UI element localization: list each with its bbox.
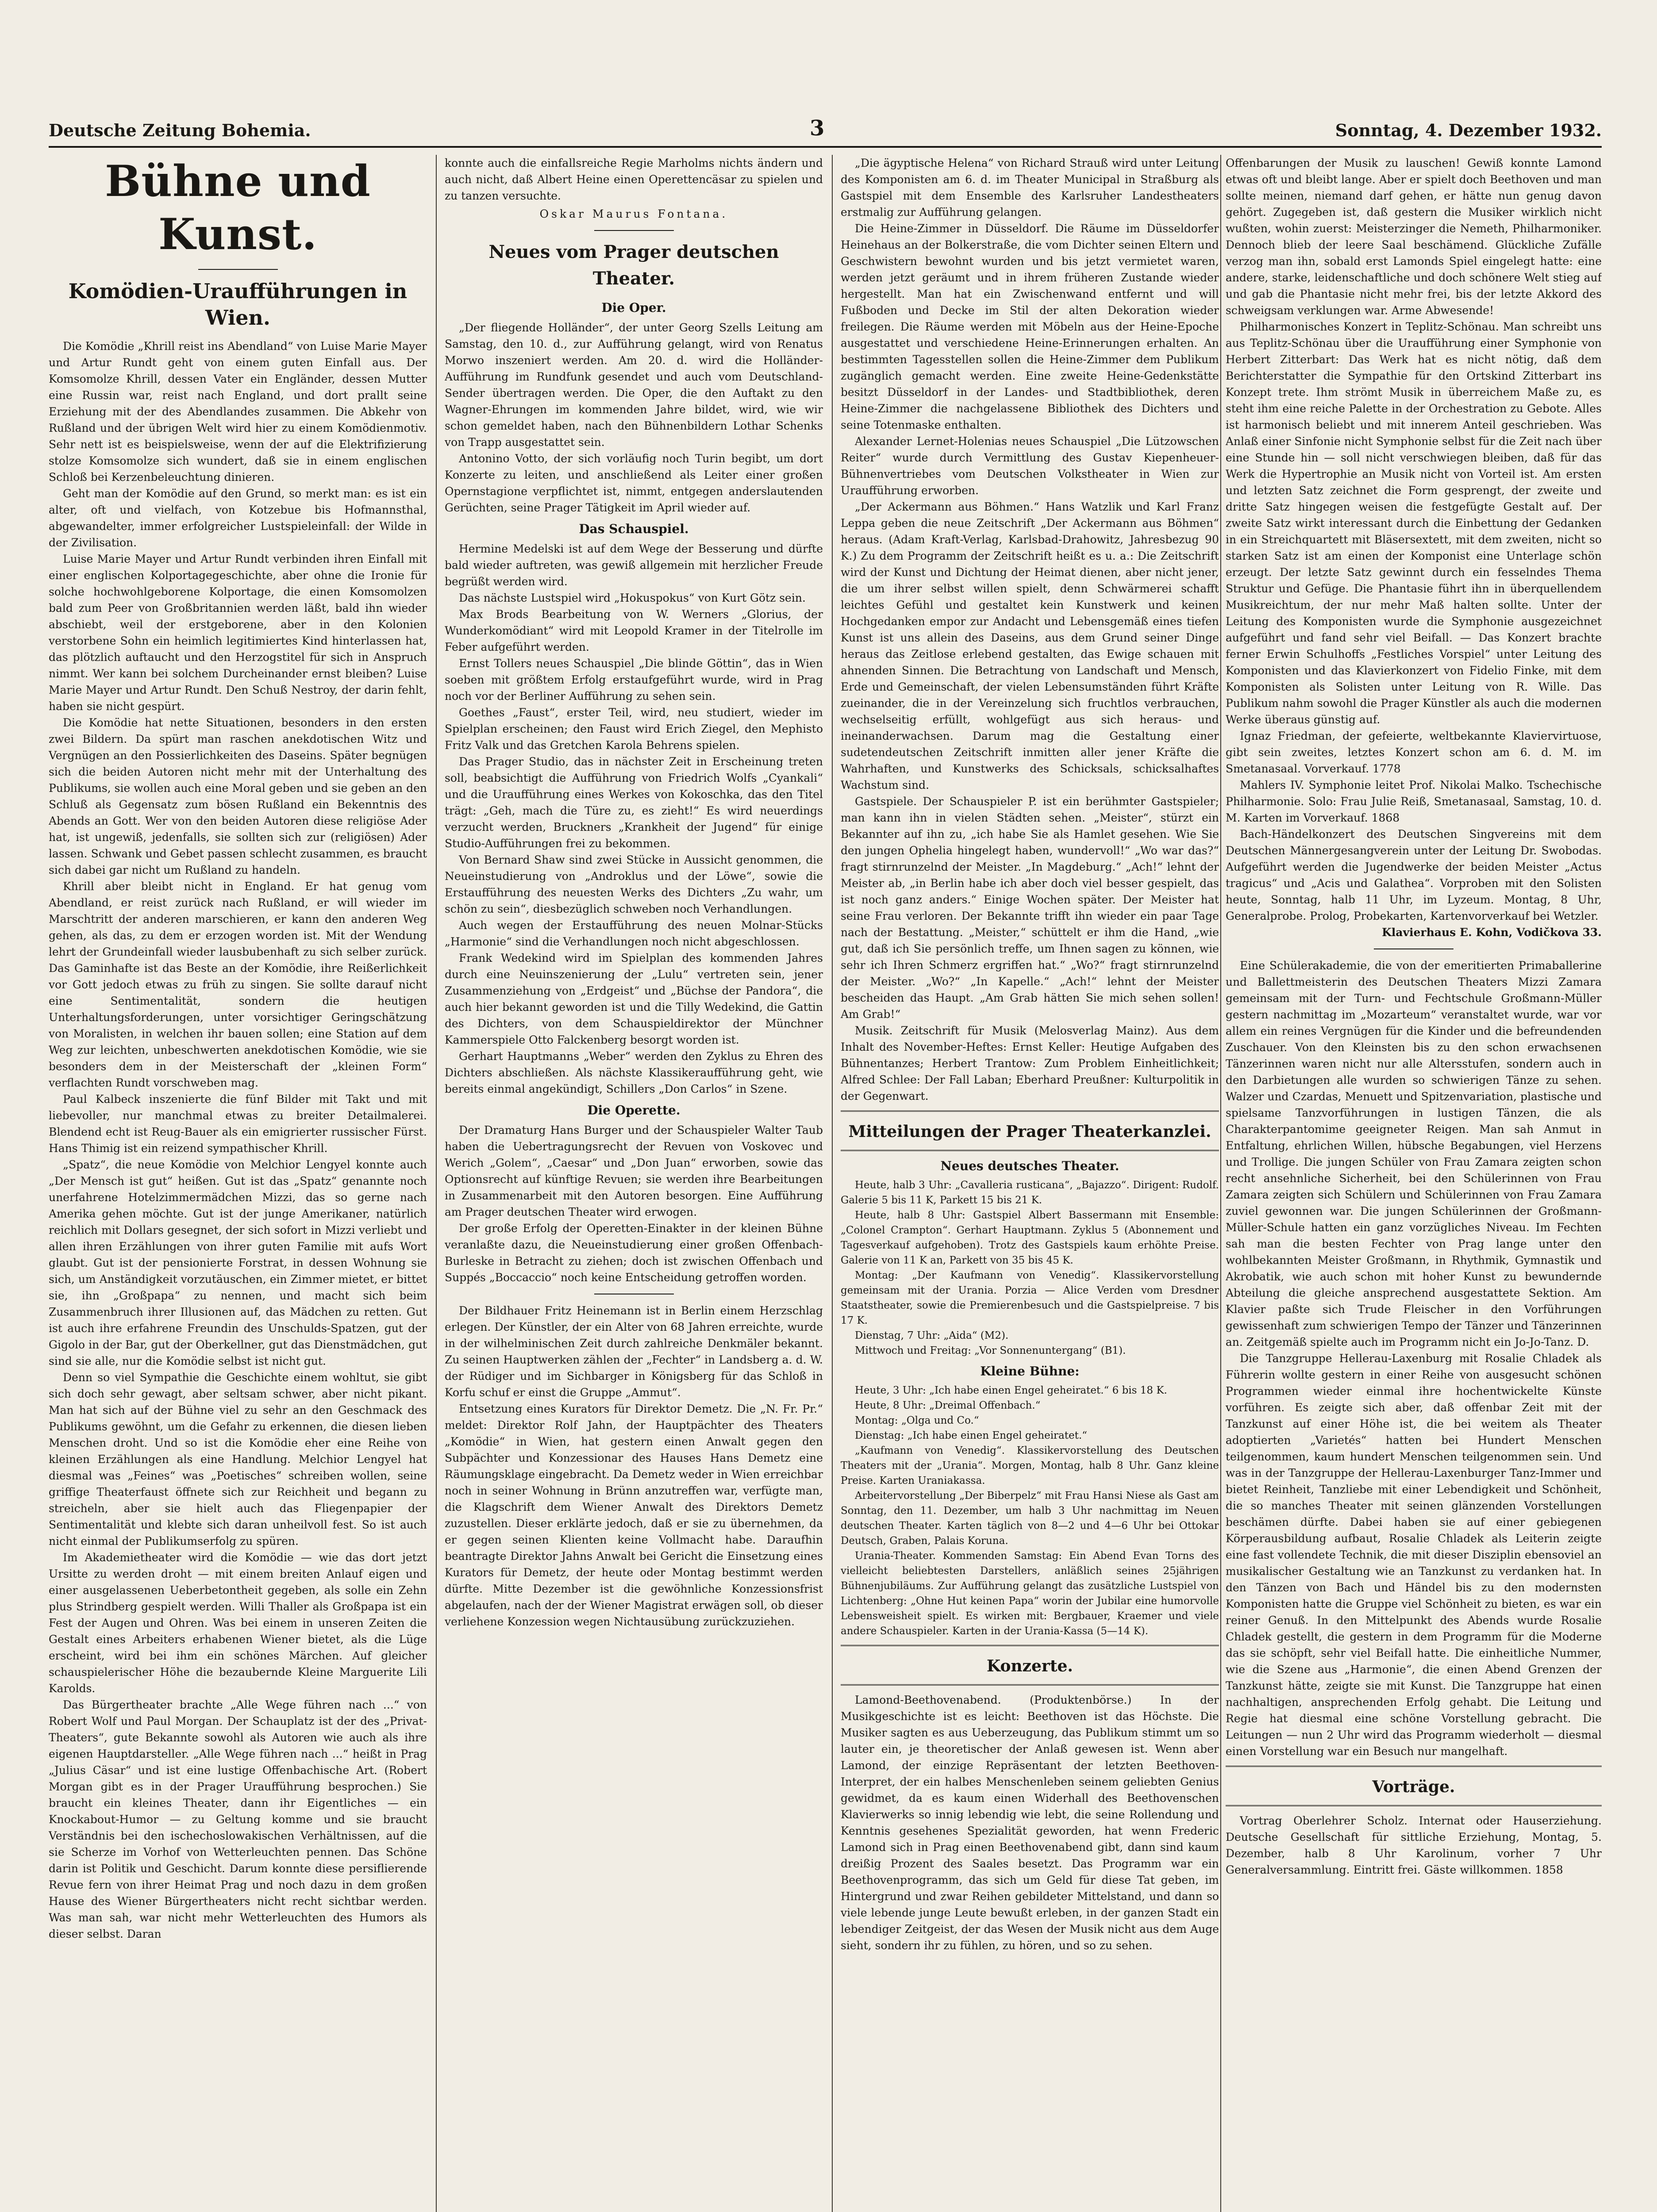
article-headline: Komödien-Uraufführungen in Wien. [68, 279, 408, 330]
paragraph: Vortrag Oberlehrer Scholz. Internat oder Hauserziehung. Deutsche Gesellschaft für sittliche Erziehung, Montag, 5. Dezember, halb 8 Uhr Karolinum, vorher 7 Uhr Generalversammlung. Eintritt frei. Gäste willkommen. 1858 [1226, 1814, 1602, 1876]
paragraph: Die Tanzgruppe Hellerau-Laxenburg mit Rosalie Chladek als Führerin wollte gestern in einer Reihe von ausgesucht schönen Programmen wieder einmal ihre hochentwickelte Künste vorführen. Es zeigte sich aber, daß offenbar Zeit mit der Tanzkunst auf einer Höhe ist, die bei weitem als Theater adoptierten „Varietés“ hatten bei Hundert Menschen teilgenommen, kaum hundert Menschen teilgenommen sein. Und was in der Tanzgruppe der Hellerau-Laxenburger Tanz-Immer und bietet Reinheit, Tanzliebe mit einer Lebendigkeit und Schönheit, die so manches Theater mit seinen glänzenden Vorstellungen beschämen dürfte. Dabei haben sie auf einer gebiegenen Körperausbildung aufbaut, Rosalie Chladek als Leiterin zeigte eine fast vollendete Technik, die mit dieser Disziplin ebensoviel an musikalischer Gestaltung wie an Tanzkunst zu verdanken hat. In den Tänzen von Bach und Händel bis zu den modernsten Komponisten hatte die Gruppe viel Schönheit zu bieten, es war ein reiner Genuß. In den Mittelpunkt des Abends wurde Rosalie Chladek gestellt, die gestern in dem Programm für die Moderne das sie schöpft, sehr viel Beifall hatte. Die einheitliche Nummer, wie die Szene aus „Harmonie“, die einen Abend Grenzen der Tanzkunst hätte, zeigte sie mit Kunst. Die Tanzgruppe hat einen nachhaltigen, ansprechenden Erfolg gehabt. Die Leitung und Regie hat diesmal eine schöne Vorstellung gebracht. Die Leitungen — nun 2 Uhr wird das Programm wiederholt — diesmal einen Vorstellung war ein Besuch nur mangelhaft. [1226, 1352, 1602, 1758]
paragraph: Ernst Tollers neues Schauspiel „Die blinde Göttin“, das in Wien soeben mit größtem Erfolg erstaufgeführt wurde, wird in Prag noch vor der Berliner Aufführung zu sehen sein. [445, 657, 823, 703]
paragraph: „Kaufmann von Venedig“. Klassikervorstellung des Deutschen Theaters mit der „Urania“. Morgen, Montag, halb 8 Uhr. Ganz kleine Preise. Karten Uraniakassa. [841, 1445, 1219, 1486]
paragraph: „Spatz“, die neue Komödie von Melchior Lengyel konnte auch „Der Mensch ist gut“ heißen. Gut ist das „Spatz“ genannte noch unerfahrene Hotelzimmermädchen Mizzi, das so gerne nach Amerika gehen möchte. Gut ist der junge Amerikaner, natürlich reichlich mit Dollars gesegnet, der sich sofort in Mizzi verliebt und allen ihren Erzählungen von ihrer guten Familie mit aufs Wort glaubt. Gut ist der pensionierte Forstrat, in dessen Wohnung sie sich, um Anständigkeit vorzutäuschen, ein Zimmer mietet, er bittet sie, ihn „Großpapa“ zu nennen, und macht sich beim Zusammenbruch ihrer Illusionen auf, das Mädchen zu retten. Gut ist auch ihre erfahrene Freundin des Unschulds-Spatzen, gut der Gigolo in der Bar, gut der Oberkellner, gut das Dienstmädchen, gut sind sie alle, nur die Komödie selbst ist nicht gut. [49, 1158, 427, 1367]
paragraph: Gerhart Hauptmanns „Weber“ werden den Zyklus zu Ehren des Dichters abschließen. Als nächste Klassikeraufführung geht, wie bereits einmal angekündigt, Schillers „Don Carlos“ in Szene. [445, 1050, 823, 1095]
paragraph: Heute, 8 Uhr: „Dreimal Offenbach.“ [855, 1400, 1041, 1411]
paragraph: Paul Kalbeck inszenierte die fünf Bilder mit Takt und mit liebevoller, nur manchmal etwas zu breiter Detailmalerei. Blendend echt ist Reug-Bauer als ein emigrierter russischer Fürst. Hans Thimig ist ein reizend sympathischer Khrill. [49, 1093, 427, 1155]
divider [594, 230, 674, 231]
paragraph: Gastspiele. Der Schauspieler P. ist ein berühmter Gastspieler; man kann ihn in vielen Städten sehen. „Meister“, stürzt ein Bekannter auf ihn zu, „ich habe Sie als Hamlet gesehen. Wie Sie den jungen Ophelia hingelegt haben, wundervoll!“ „Wo war das?“ fragt stirnrunzelnd der Meister. „In Magdeburg.“ „Ach!“ lehnt der Meister ab, „in Berlin habe ich aber doch viel besser gespielt, das ist noch ganz anders.“ Einige Wochen später. Der Meister hat seine Frau verloren. Der Bekannte trifft ihn wieder ein paar Tage nach der Bestattung. „Meister,“ schüttelt er ihm die Hand, „wie gut, daß ich Sie persönlich treffe, um Ihnen sagen zu können, wie sehr ich Ihren Schmerz ergriffen hat.“ „Wo?“ fragt stirnrunzelnd der Meister. „Wo?“ „In Kapelle.“ „Ach!“ lehnt der Meister bescheiden das Haupt. „Am Grab hätten Sie mich sehen sollen! Am Grab!“ [841, 795, 1219, 1021]
section-title: Bühne und Kunst. [105, 156, 371, 259]
paragraph: Arbeitervorstellung „Der Biberpelz“ mit Frau Hansi Niese als Gast am Sonntag, den 11. Dezember, um halb 3 Uhr nachmittag im Neuen deutschen Theater. Karten täglich von 8—2 und 4—6 Uhr bei Ottokar Deutsch, Graben, Palais Koruna. [841, 1490, 1219, 1547]
section-heading: Vorträge. [1372, 1778, 1455, 1796]
subheading: Neues deutsches Theater. [940, 1159, 1119, 1173]
paragraph: Musik. Zeitschrift für Musik (Melosverlag Mainz). Aus dem Inhalt des November-Heftes: Ernst Keller: Heutige Aufgaben des Bühnentanzes; Herbert Trantow: Zum Problem Einheitlichkeit; Alfred Schlee: Der Fall Laban; Eberhard Preußner: Kulturpolitik in der Gegenwart. [841, 1024, 1219, 1102]
paragraph: Hermine Medelski ist auf dem Wege der Besserung und dürfte bald wieder auftreten, was gewiß allgemein mit herzlicher Freude begrüßt werden wird. [445, 542, 823, 588]
page-number: 3 [810, 116, 825, 141]
subheading: Kleine Bühne: [980, 1364, 1080, 1379]
author-signature: Oskar Maurus Fontana. [539, 207, 728, 220]
article-headline: Neues vom Prager deutschen Theater. [488, 242, 779, 289]
section-heading: Konzerte. [986, 1657, 1073, 1675]
column-divider [1220, 155, 1221, 2212]
subheading: Die Oper. [601, 300, 666, 315]
masthead [49, 116, 1602, 144]
paragraph: Von Bernard Shaw sind zwei Stücke in Aussicht genommen, die Neueinstudierung von „Androklus und der Löwe“, sowie die Erstaufführung des neuesten Werks des Dichters „Zu wahr, um schön zu sein“, diesbezüglich schweben noch Verhandlungen. [445, 853, 823, 915]
paragraph: Goethes „Faust“, erster Teil, wird, neu studiert, wieder im Spielplan erscheinen; den Faust wird Erich Ziegel, den Mephisto Fritz Valk und das Gretchen Karola Behrens spielen. [445, 706, 823, 752]
paragraph: „Der fliegende Holländer“, der unter Georg Szells Leitung am Samstag, den 10. d., zur Aufführung gelangt, wird von Renatus Morwo inszeniert werden. Am 20. d. wird die Holländer-Aufführung im Rundfunk gesendet und auch vom Deutschland-Sender übertragen werden. Die Oper, die den Auftakt zu den Wagner-Ehrungen im kommenden Jahre bildet, wird, wie wir schon gemeldet haben, nach den Bühnenbildern Lothar Schenks von Trapp ausgestattet sein. [445, 321, 823, 449]
column-4 [1226, 155, 1602, 2212]
paragraph: Auch wegen der Erstaufführung des neuen Molnar-Stücks „Harmonie“ sind die Verhandlungen noch nicht abgeschlossen. [445, 919, 823, 948]
notice-headline: Mitteilungen der Prager Theaterkanzlei. [848, 1122, 1211, 1141]
paragraph: Die Komödie „Khrill reist ins Abendland“ von Luise Marie Mayer und Artur Rundt geht von einem guten Einfall aus. Der Komsomolze Khrill, dessen Vater ein Engländer, dessen Mutter eine Russin war, reist nach England, und dort prallt seine Erziehung mit der des Abendlandes zusammen. Die Abkehr von Rußland und der übrigen Welt wird hier zu einem Komödienmotiv. Sehr nett ist es beispielsweise, wenn der auf die Elektrifizierung stolze Komsomolze sich wundert, daß sie in einem englischen Schloß bei Kerzenbeleuchtung dinieren. [49, 340, 427, 484]
paragraph: Alexander Lernet-Holenias neues Schauspiel „Die Lützowschen Reiter“ wurde durch Vermittlung des Gustav Kiepenheuer-Bühnenvertriebes vom Deutschen Volkstheater in Wien zur Uraufführung erworben. [841, 435, 1219, 497]
column-divider [436, 155, 437, 2212]
masthead-rule [49, 146, 1602, 148]
paragraph: Khrill aber bleibt nicht in England. Er hat genug vom Abendland, er reist zurück nach Rußland, er will wieder im Marschtritt der anderen marschieren, er kann den anderen Weg gehen, als das, zu dem er erzogen worden ist. Mit der Wendung lehrt der Grundeinfall wieder lausbubenhaft zu sich selber zurück. Das Gaminhafte ist das Beste an der Komödie, ihre Reißerlichkeit vor Gott jedoch etwas zu früh zu singen. Sie sollte darauf nicht eine Sentimentalität, sondern die heutigen Unterhaltungsforderungen, unter vorsichtiger Geringschätzung von Moralisten, in welchen ihr bauen sollen; eine Station auf dem Weg zur leichten, unbeschwerten anekdotischen Komödie, wie sie besonders dem in der Meisterschaft der „kleinen Form“ verflachten Rundt vorschweben mag. [49, 880, 427, 1089]
paragraph: Der große Erfolg der Operetten-Einakter in der kleinen Bühne veranlaßte dazu, die Neueinstudierung einer großen Offenbach-Burleske in Betracht zu ziehen; doch ist zwischen Offenbach und Suppés „Boccaccio“ noch keine Entscheidung getroffen worden. [445, 1222, 823, 1284]
subheading: Das Schauspiel. [579, 522, 689, 536]
paragraph: Heute, halb 8 Uhr: Gastspiel Albert Bassermann mit Ensemble: „Colonel Crampton“. Gerhart Hauptmann. Zyklus 5 (Abonnement und Tagesverkauf aufgehoben). Trotz des Gastspiels kaum erhöhte Preise. Galerie von 11 K an, Parkett von 35 bis 45 K. [841, 1210, 1219, 1266]
issue-date: Sonntag, 4. Dezember 1932. [1335, 120, 1602, 140]
paragraph: Heute, halb 3 Uhr: „Cavalleria rusticana“, „Bajazzo“. Dirigent: Rudolf. Galerie 5 bis 11 K, Parkett 15 bis 21 K. [841, 1179, 1219, 1206]
paragraph: Das Bürgertheater brachte „Alle Wege führen nach ...“ von Robert Wolf und Paul Morgan. Der Schauplatz ist der des „Privat-Theaters“, gute Bekannte sowohl als Autoren wie auch als ihre eigenen Hauptdarsteller. „Alle Wege führen nach ...“ heißt in Prag „Julius Cäsar“ und ist eine lustige Offenbachische Art. (Robert Morgan gibt es in der Prager Uraufführung besprochen.) Sie braucht ein kleines Theater, dann ihr Eigentliches — ein Knockabout-Humor — zu Geltung komme und sie braucht Verständnis bei den ischechoslowakischen Verhältnissen, auf die sie Scherze im Vorhof von Wetterleuchten pennen. Das Schöne darin ist Politik und Geschicht. Darum konnte diese persiflierende Revue fern von ihrer Heimat Prag und noch dazu in dem großen Hause des Wiener Bürgertheaters nicht recht sichtbar werden. Was man sah, war nicht mehr Wetterleuchten des Humors als dieser selbst. Daran [49, 1698, 427, 1940]
konzerte-box [841, 1645, 1219, 1686]
column-2 [445, 155, 823, 2212]
subheading: Die Operette. [587, 1103, 680, 1118]
paragraph: Dienstag, 7 Uhr: „Aida“ (M2). [855, 1330, 1009, 1341]
paragraph: Mahlers IV. Symphonie leitet Prof. Nikolai Malko. Tschechische Philharmonie. Solo: Frau Julie Reiß, Smetanasaal, Samstag, 10. d. M. Karten im Vorverkauf. 1868 [1226, 779, 1602, 824]
paragraph: Klavierhaus E. Kohn, Vodičkova 33. [1382, 926, 1602, 939]
paragraph: Luise Marie Mayer und Artur Rundt verbinden ihren Einfall mit einer englischen Kolportagegeschichte, aber ohne die Ironie für solche hochwohlgeborene Kolportage, die einen Komsomolzen bald zum Peer von Großbritannien werden läßt, bald ihn wieder abschiebt, weil der erstgeborene, aber in den Kolonien verstorbene Sohn ein heimlich legitimiertes Kind hinterlassen hat, das plötzlich auftaucht und den Herzogstitel für sich in Anspruch nimmt. Wer kann bei solchem Durcheinander ernst bleiben? Luise Marie Mayer und Artur Rundt. Den Schuß Nestroy, der darin fehlt, haben sie nicht gespürt. [49, 553, 427, 713]
paragraph: Entsetzung eines Kurators für Direktor Demetz. Die „N. Fr. Pr.“ meldet: Direktor Rolf Jahn, der Hauptpächter des Theaters „Komödie“ in Wien, hat gestern einen Anwalt gegen den Subpächter und Konzessionar des Hauses Hans Demetz eine Räumungsklage eingebracht. Da Demetz weder in Wien erreichbar noch in seiner Wohnung in Brünn anzutreffen war, verfügte man, die Klagschrift dem Wiener Anwalt des Direktors Demetz zuzustellen. Dieser erklärte jedoch, daß er sie zu übernehmen, da er gegen seinen Klienten keine Vollmacht habe. Daraufhin beantragte Direktor Jahns Anwalt bei Gericht die Einsetzung eines Kurators für Demetz, der heute oder Montag bestimmt werden dürfte. Mitte Dezember ist die gewöhnliche Konzessionsfrist abgelaufen, nach der der Wiener Magistrat erwägen soll, ob dieser verliehene Konzession wegen Nichtausübung zurückzuziehen. [445, 1402, 823, 1628]
paragraph: Dienstag: „Ich habe einen Engel geheiratet.“ [855, 1430, 1088, 1441]
paragraph: Der Dramaturg Hans Burger und der Schauspieler Walter Taub haben die Uebertragungsrecht der Revuen von Voskovec und Werich „Golem“, „Caesar“ und „Don Juan“ erworben, sowie das Optionsrecht auf künftige Revuen; sie werden ihre Bearbeitungen in Zusammenarbeit mit den Autoren besorgen. Eine Aufführung am Prager deutschen Theater wird erwogen. [445, 1124, 823, 1218]
paragraph: Geht man der Komödie auf den Grund, so merkt man: es ist ein alter, oft und vielfach, von Kotzebue bis Hofmannsthal, abgewandelter, immer erfolgreicher Lustspieleinfall: der Wilde in der Zivilisation. [49, 487, 427, 549]
paragraph: Die Heine-Zimmer in Düsseldorf. Die Räume im Düsseldorfer Heinehaus an der Bolkerstraße, die vom Dichter seinen Eltern und Geschwistern bewohnt wurden und bis jetzt vermietet waren, werden jetzt geräumt und in ihrem früheren Zustande wieder hergestellt. Man hat ein Zwischenwand entfernt und will Fußboden und Decke im Stil der alten Dekoration wieder freilegen. Die Räume werden mit Möbeln aus der Heine-Epoche ausgestattet und verschiedene Heine-Erinnerungen erhalten. An bestimmten Tagesstellen sollen die Heine-Zimmer dem Publikum zugänglich gemacht werden. Eine zweite Heine-Gedenkstätte besitzt Düsseldorf in der Landes- und Stadtbibliothek, deren Heine-Zimmer die nachgelassene Bibliothek des Dichters und seine Totenmaske enthalten. [841, 222, 1219, 431]
paragraph: „Der Ackermann aus Böhmen.“ Hans Watzlik und Karl Franz Leppa geben die neue Zeitschrift „Der Ackermann aus Böhmen“ heraus. (Adam Kraft-Verlag, Karlsbad-Drahowitz, Jahresbezug 90 K.) Zu dem Programm der Zeitschrift heißt es u. a.: Die Zeitschrift wird der Kunst und Dichtung der Heimat dienen, aber nicht jener, die um ihrer selbst willen spielt, denn Schwärmerei schafft leichtes Gefühl und gestaltet kein Kunstwerk und keinen Hochgedanken empor zur Andacht und Lebensgemäß eines tiefen Kunst ist uns allein des Daseins, aus dem Grund seiner Dinge heraus das Zeitlose erlebend gestalten, das Ewige schauen mit ahnenden Sinnen. Die Betrachtung von Landschaft und Mensch, Erde und Gemeinschaft, der vielen Lebensumständen führt Kräfte zueinander, die in der Vereinzelung sich fruchtlos verbrauchen, wechselseitig erfüllt, wohlgefügt aus sich heraus- und ineinanderwachsen. Darum mag die Gestaltung einer sudetendeutschen Zeitschrift inmitten aller jener Kräfte die Wahrhaften, und Kunstwerks des Schicksals, schicksalhaftes Wachstum sind. [841, 500, 1219, 791]
paragraph: Offenbarungen der Musik zu lauschen! Gewiß konnte Lamond etwas oft und bleibt lange. Aber er spielt doch Beethoven und man sollte meinen, niemand darf gehen, er hätte nun genug davon gehört. Zugegeben ist, daß gestern die Musiker wirklich nicht wußten, wohin zuerst: Meisterzinger die Nemeth, Philharmoniker. Dennoch blieb der leere Saal beschämend. Glückliche Zufälle verzog man ihn, sobald erst Lamonds Spiel eingelegt hatte: eine andere, starke, leidenschaftliche und doch schönere Welt stieg auf und gab die Phantasie nicht mehr frei, bis der letzte Akkord des schweigsam verklungen war. Arme Abwesende! [1226, 157, 1602, 317]
column-divider [832, 155, 833, 2212]
paragraph: Die Komödie hat nette Situationen, besonders in den ersten zwei Bildern. Da spürt man raschen anekdotischen Witz und Vergnügen an den Possierlichkeiten des Daseins. Später begnügen sich die beiden Autoren nicht mehr mit der Unterhaltung des Publikums, sie wollen auch eine Moral geben und sie geben an den Schluß als Gegensatz zum bösen Rußland ein Bekenntnis des Abends an Gott. Wer von den beiden Autoren diese religiöse Ader hat, ist ungewiß, jedenfalls, sie sollten sich zur (religiösen) Ader lassen. Schwank und Gebet passen schlecht zusammen, es braucht sich dabei gar nicht um Rußland zu handeln. [49, 716, 427, 876]
paragraph: Montag: „Der Kaufmann von Venedig“. Klassikervorstellung gemeinsam mit der Urania. Porzia — Alice Verden vom Dresdner Staatstheater, sowie die Premierenbesuch und die Gastspielpreise. 7 bis 17 K. [841, 1270, 1219, 1326]
paragraph: Antonino Votto, der sich vorläufig noch Turin begibt, um dort Konzerte zu leiten, und anschließend als Leiter einer großen Opernstagione verpflichtet ist, nimmt, entgegen anderslautenden Gerüchten, seine Prager Tätigkeit im April wieder auf. [445, 452, 823, 514]
column-1 [49, 155, 427, 2212]
paragraph: „Die ägyptische Helena“ von Richard Strauß wird unter Leitung des Komponisten am 6. d. im Theater Municipal in Straßburg als Gastspiel mit dem Ensemble des Karlsruher Landestheaters erstmalig zur Aufführung gelangen. [841, 157, 1219, 219]
paragraph: Urania-Theater. Kommenden Samstag: Ein Abend Evan Torns des vielleicht beliebtesten Darstellers, anläßlich seines 25jährigen Bühnenjubiläums. Zur Aufführung gelangt das zusätzliche Lustspiel von Lichtenberg: „Ohne Hut keinen Papa“ worin der Jubilar eine humorvolle Lebensweisheit spielt. Es wirken mit: Bergbauer, Kraemer und viele andere Schauspieler. Karten in der Urania-Kassa (5—14 K). [841, 1550, 1219, 1637]
paragraph: Montag: „Olga und Co.“ [855, 1415, 979, 1426]
divider [198, 269, 278, 270]
paragraph: Max Brods Bearbeitung von W. Werners „Glorius, der Wunderkomödiant“ wird mit Leopold Kramer in der Titelrolle im Feber aufgeführt werden. [445, 608, 823, 653]
paragraph: Denn so viel Sympathie die Geschichte einem wohltut, sie gibt sich doch sehr gewagt, aber seltsam schwer, aber nicht pikant. Man hat sich auf der Bühne viel zu sehr an den Geschmack des Publikums gewöhnt, um die Gefahr zu erkennen, die diesen lieben Menschen droht. Und so ist die Komödie eher eine Reihe von kleinen Erzählungen als eine Handlung. Melchior Lengyel hat diesmal was „Feines“ was „Poetisches“ schreiben wollen, seine griffige Theaterfaust öffnete sich zur Reichheit und begann zu streicheln, aber sie hielt auch das Fliegenpapier der Sentimentalität und klebte sich daran unheilvoll fest. So ist auch nicht einmal der Publikumserfolg zu spüren. [49, 1371, 427, 1548]
vortraege-box [1226, 1766, 1602, 1806]
paragraph: Das nächste Lustspiel wird „Hokuspokus“ von Kurt Götz sein. [459, 591, 806, 604]
paragraph: Das Prager Studio, das in nächster Zeit in Erscheinung treten soll, beabsichtigt die Aufführung von Friedrich Wolfs „Cyankali“ und die Uraufführung eines Werkes von Kokoschka, das den Titel trägt: „Geh, mach die Türe zu, es zieht!“ Es wird neuerdings verzucht werden, Bruckners „Krankheit der Jugend“ für einige Studio-Aufführungen frei zu bekommen. [445, 755, 823, 850]
paragraph: Philharmonisches Konzert in Teplitz-Schönau. Man schreibt uns aus Teplitz-Schönau über die Uraufführung einer Symphonie von Herbert Zitterbart: Das Werk hat es nicht nötig, daß dem Berichterstatter die Sympathie für den Ortskind Zitterbart ins Konzept trete. Ihm strömt Musik in überreichem Maße zu, es steht ihm eine reiche Palette in der Orchestration zu Gebote. Alles ist harmonisch beliebt und mit innerem Anteil geschrieben. Was Anlaß einer Sinfonie nicht Symphonie selbst für die Zeit nach über eine Stunde hin — soll nicht verschwiegen bleiben, daß für das Werk die Hypertrophie an Musik nicht von Vorteil ist. Am ersten und letzten Satz zeichnet die Form gesprengt, der zweite und dritte Satz hingegen weisen die festgefügte Gestalt auf. Der zweite Satz wirkt interessant durch die Einbettung der Gedanken in ein Streichquartett mit Bläsersextett, mit dem zweiten, nicht so starken Satz ist am einen der Komponist eine Unterlage schön erzeugt. Der letzte Satz gewinnt durch ein fesselndes Thema Struktur und Gefüge. Die Phantasie führt ihn in überquellendem Musikreichtum, der nur mehr Maß halten sollte. Unter der Leitung des Komponisten wurde die Symphonie ausgezeichnet aufgeführt und fand sehr viel Beifall. — Das Konzert brachte ferner Erwin Schulhoffs „Festliches Vorspiel“ unter Leitung des Komponisten und das Klavierkonzert von Fidelio Finke, mit dem Komponisten als Solisten unter Leitung von R. Wille. Das Publikum nahm sowohl die Prager Künstler als auch die modernen Werke überaus günstig auf. [1226, 320, 1602, 726]
paper-name: Deutsche Zeitung Bohemia. [49, 120, 311, 140]
paragraph: Im Akademietheater wird die Komödie — wie das dort jetzt Ursitte zu werden droht — mit einem breiten Anlauf eigen und einer ausgelassenen Ueberbetontheit gegeben, als solle ein Zehn plus Strindberg gespielt werden. Willi Thaller als Großpapa ist ein Fest der Augen und Ohren. Was bei einem in unseren Zeiten die Gestalt eines Arbeiters erhabenen Wiener bietet, als die Lüge erscheint, wird bei ihm ein schönes Märchen. Auf gleicher schauspielerischer Höhe die bezaubernde Kleine Marguerite Lili Karolds. [49, 1551, 427, 1695]
column-3 [841, 155, 1219, 2212]
notice-box [841, 1110, 1219, 1151]
paragraph: Lamond-Beethovenabend. (Produktenbörse.) In der Musikgeschichte ist es leicht: Beethoven ist das Höchste. Die Musiker sagten es aus Ueberzeugung, das Publikum stimmt um so lauter ein, je theoretischer der Anlaß gewesen ist. Wenn aber Lamond, der einzige Repräsentant der letzten Beethoven-Interpret, der ein halbes Menschenleben seinem geliebten Genius gewidmet, da es kaum einen Widerhall des Beethovenschen Klavierwerks so innig lebendig wie lebt, die seine Rollendung und Kenntnis gesehenes Spezialität geworden, hat wenn Frederic Lamond sich in Prag einen Beethovenabend gibt, dann sind kaum dreißig Prozent des Saales besetzt. Das Programm war ein Beethovenprogramm, das sich um Geld für diese Tat geben, im Hintergrund und zwar Reihen gebildeter Mittelstand, und dann so viele lebende junge Leute bewußt erleben, in der ganzen Stadt ein lebendiger Zeitgeist, der das Wesen der Musik nicht aus dem Auge sieht, sondern ihr zu fühlen, zu hören, und so zu sehen. [841, 1694, 1219, 1952]
paragraph: Frank Wedekind wird im Spielplan des kommenden Jahres durch eine Neuinszenierung der „Lulu“ vertreten sein, jener Zusammenziehung von „Erdgeist“ und „Büchse der Pandora“, die auch hier bekannt geworden ist und die Tilly Wedekind, die Gattin des Dichters, von dem Schauspieldirektor der Münchner Kammerspiele Otto Falckenberg besorgt worden ist. [445, 952, 823, 1046]
paragraph: Der Bildhauer Fritz Heinemann ist in Berlin einem Herzschlag erlegen. Der Künstler, der ein Alter von 68 Jahren erreichte, wurde in der wilhelminischen Zeit durch zahlreiche Denkmäler bekannt. Zu seinen Hauptwerken zählen der „Fechter“ in Landsberg a. d. W. der Rüdiger und im Sichbarger in Königsberg für das Schloß in Korfu schuf er einst die Gruppe „Ammut“. [445, 1304, 823, 1399]
paragraph: Heute, 3 Uhr: „Ich habe einen Engel geheiratet.“ 6 bis 18 K. [855, 1385, 1167, 1396]
paragraph: Bach-Händelkonzert des Deutschen Singvereins mit dem Deutschen Männergesangverein unter der Leitung Dr. Swobodas. Aufgeführt werden die Jugendwerke der beiden Meister „Actus tragicus“ und „Acis und Galathea“. Vorproben mit den Solisten heute, Sonntag, halb 11 Uhr, im Lyzeum. Montag, 8 Uhr, Generalprobe. Prolog, Probekarten, Kartenvorverkauf bei Wetzler. [1226, 828, 1602, 922]
paragraph: Mittwoch und Freitag: „Vor Sonnenuntergang“ (B1). [855, 1345, 1126, 1356]
paragraph: konnte auch die einfallsreiche Regie Marholms nichts ändern und auch nicht, daß Albert Heine einen Operettencäsar zu spielen und zu tanzen versuchte. [445, 157, 823, 202]
article-body [49, 338, 427, 1942]
paragraph: Eine Schülerakademie, die von der emeritierten Primaballerine und Ballettmeisterin des Deutschen Theaters Mizzi Zamara gemeinsam mit der Turn- und Fechtschule Großmann-Müller gestern nachmittag im „Mozarteum“ veranstaltet wurde, war vor allem ein reines Vergnügen für die Kinder und die befreundenden Zuschauer. Von den Kleinsten bis zu den schon erwachsenen Tänzerinnen waren nicht nur alle Altersstufen, sondern auch in den Darbietungen alle wurden so schwierigen Tänze zu sehen. Walzer und Czardas, Menuett und Spitzenvariation, plastische und spielsame Tanzvorführungen in lustigen Tänzen, die als Charakterpantomime geeigneter Reigen. Man sah Anmut in Entfaltung, ehrlichen Willen, hübsche Begabungen, viel Herzens und Trollige. Die jungen Schüler von Frau Zamara zeigten schon recht ansehnliche Sicherheit, bei den Schülerinnen von Frau Zamara zeigten sich Schülern und Schülerinnen von Frau Zamara zuviel gewonnen war. Die jungen Schülerinnen der Großmann-Müller-Schule hatten ein ganz vorzügliches Niveau. Im Fechten sah man die besten Fechter von Prag lange unter den wohlbekannten Meister Großmann, in Rhythmik, Gymnastik und Akrobatik, wie auch schon mit hoher Kunst zu bewundernde Abteilung die gleiche ansprechend ausgestattete Sektion. Am Klavier paßte sich Trude Fleischer in den Vorführungen gewissenhaft zum schwierigen Tempo der Tänzer und Tänzerinnen an. Zeitgemäß spielte auch im Programm nicht ein Jo-Jo-Tanz. D. [1226, 959, 1602, 1348]
paragraph: Ignaz Friedman, der gefeierte, weltbekannte Klaviervirtuose, gibt sein zweites, letztes Konzert schon am 6. d. M. im Smetanasaal. Vorverkauf. 1778 [1226, 730, 1602, 775]
